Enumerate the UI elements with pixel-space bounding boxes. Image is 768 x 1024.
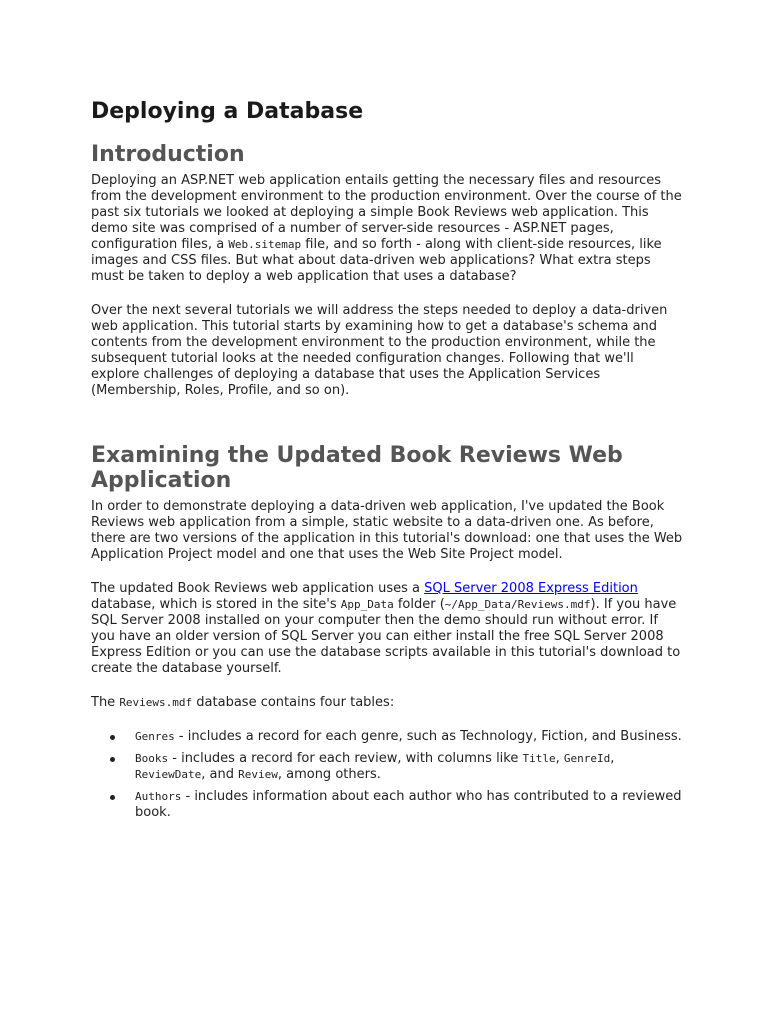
text-run: , among others. bbox=[277, 767, 381, 782]
text-run: database contains four tables: bbox=[192, 695, 395, 710]
page-title: Deploying a Database bbox=[91, 99, 364, 124]
text-run: The bbox=[91, 695, 120, 710]
intro-paragraph-1 bbox=[91, 173, 683, 285]
code-authors: Authors bbox=[135, 790, 182, 803]
list-item-authors bbox=[135, 789, 683, 821]
list-item-genres bbox=[135, 729, 683, 745]
text-run: folder ( bbox=[393, 597, 445, 612]
tables-list bbox=[91, 729, 683, 821]
code-app-data: App_Data bbox=[340, 598, 394, 611]
code-web-sitemap: Web.sitemap bbox=[228, 238, 302, 251]
code-review: Review bbox=[238, 768, 278, 781]
code-books: Books bbox=[135, 752, 169, 765]
examining-paragraph-2 bbox=[91, 581, 683, 677]
text-run: ). If you have SQL Server 2008 installed on your computer then the demo should run without error. If you have an older version of SQL Server you can either install the free SQL Server 2008 Express Edition or you can use the database scripts available in this tutorial's download to create the database yourself. bbox=[91, 597, 681, 676]
text-run: - includes a record for each review, with columns like bbox=[168, 751, 523, 766]
document bbox=[91, 96, 683, 827]
sql-server-express-link[interactable]: SQL Server 2008 Express Edition bbox=[424, 581, 638, 596]
text-run: The updated Book Reviews web application uses a bbox=[91, 581, 425, 596]
code-reviewdate: ReviewDate bbox=[135, 768, 202, 781]
text-run: , bbox=[610, 751, 615, 766]
list-item-books bbox=[135, 751, 683, 783]
text-run: , and bbox=[201, 767, 239, 782]
intro-paragraph-2: Over the next several tutorials we will address the steps needed to deploy a data-driven web application. This tutorial starts by examining how to get a database's schema and contents from the development environment to the production environment, while the subsequent tutorial looks at the needed configuration changes. Following that we'll explore challenges of deploying a database that uses the Application Services (Membership, Roles, Profile, and so on). bbox=[91, 303, 668, 398]
text-run: - includes a record for each genre, such as Technology, Fiction, and Business. bbox=[174, 729, 682, 744]
code-reviews-path: ~/App_Data/Reviews.mdf bbox=[444, 598, 591, 611]
examining-paragraph-3 bbox=[91, 695, 683, 711]
examining-paragraph-1: In order to demonstrate deploying a data-driven web application, I've updated the Book Reviews web application from a simple, static website to a data-driven one. As before, there are two versions of the application in this tutorial's download: one that uses the Web Application Project model and one that uses the Web Site Project model. bbox=[91, 499, 683, 562]
text-run: database, which is stored in the site's bbox=[91, 597, 341, 612]
section-heading-examining: Examining the Updated Book Reviews Web Application bbox=[91, 443, 623, 493]
section-heading-introduction: Introduction bbox=[91, 142, 245, 167]
text-run: Deploying an ASP.NET web application entails getting the necessary files and resources from the development environment to the production environment. Over the course of the past six tutorials we looked at deploying a simple Book Reviews web application. This demo site was comprised of a number of server-side resources - ASP.NET pages, configuration files, a bbox=[91, 173, 682, 252]
code-reviews-mdf: Reviews.mdf bbox=[119, 696, 193, 709]
code-genres: Genres bbox=[135, 730, 175, 743]
code-title: Title bbox=[522, 752, 556, 765]
text-run: , bbox=[555, 751, 564, 766]
code-genreid: GenreId bbox=[563, 752, 611, 765]
text-run: file, and so forth - along with client-side resources, like images and CSS files. But what about data-driven web applications? What extra steps must be taken to deploy a web application that uses a database? bbox=[91, 237, 662, 284]
text-run: - includes information about each author who has contributed to a reviewed book. bbox=[135, 789, 682, 820]
